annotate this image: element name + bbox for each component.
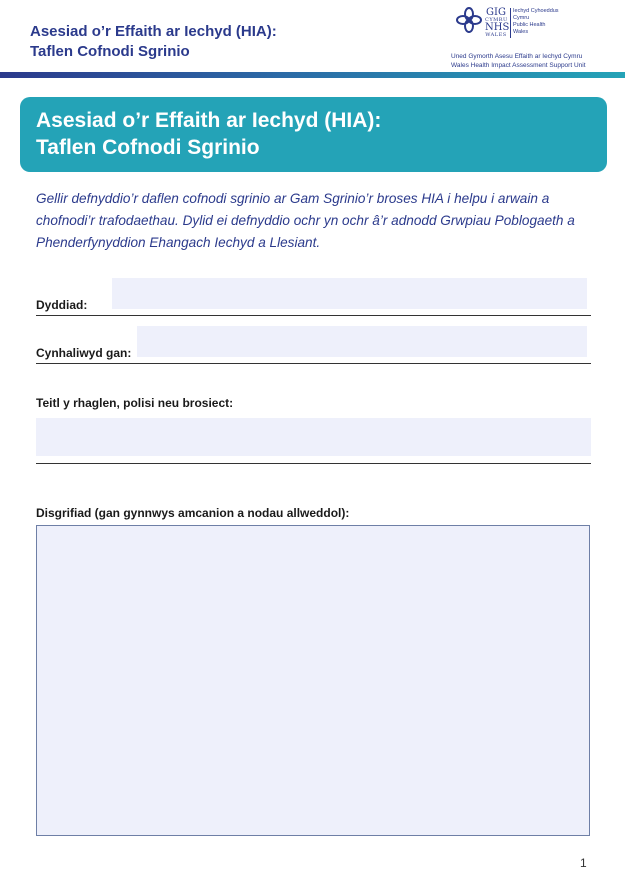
logo-nhs: NHS — [485, 22, 510, 33]
description-field[interactable] — [36, 525, 590, 836]
support-unit-name — [451, 52, 621, 70]
title-banner — [20, 97, 607, 172]
logo-org-line2: Cymru — [513, 15, 530, 21]
title-label: Teitl y rhaglen, polisi neu brosiect: — [36, 396, 234, 410]
held-by-field[interactable] — [137, 326, 587, 357]
banner-line2: Taflen Cofnodi Sgrinio — [36, 136, 260, 159]
intro-text: Gellir defnyddio’r daflen cofnodi sgrinio ar Gam Sgrinio’r broses HIA i helpu i arwain a chofnodi’r trafodaethau. Dylid ei defnyddio ochr yn ochr â’r adnodd Grwpiau Poblogaeth a Phenderfynyddion Ehangach Iechyd a Llesiant. — [36, 191, 575, 250]
header-title — [30, 22, 360, 62]
date-label: Dyddiad: — [36, 298, 88, 312]
support-unit-line1: Uned Gymorth Asesu Effaith ar Iechyd Cymru — [451, 53, 583, 60]
logo-separator — [510, 8, 511, 38]
held-by-underline — [36, 363, 591, 364]
logo-wales: WALES — [485, 32, 507, 38]
logo-cymru: CYMRU — [485, 17, 508, 23]
logo-gig: GIG — [486, 7, 506, 18]
date-underline — [36, 315, 591, 316]
logo-org-line4: Wales — [513, 29, 529, 35]
logo-org-line1: Iechyd Cyhoeddus — [513, 8, 559, 14]
description-label: Disgrifiad (gan gynnwys amcanion a nodau allweddol): — [36, 506, 350, 520]
date-field[interactable] — [112, 278, 587, 309]
banner-line1: Asesiad o’r Effaith ar Iechyd (HIA): — [36, 109, 382, 132]
header-title-line1: Asesiad o’r Effaith ar Iechyd (HIA): — [30, 23, 277, 40]
header-gradient-bar — [0, 72, 625, 78]
support-unit-line2: Wales Health Impact Assessment Support Unit — [451, 62, 586, 69]
logo-org-text — [513, 8, 559, 36]
title-field[interactable] — [36, 418, 591, 456]
nhs-wales-knot-icon — [455, 6, 483, 34]
title-underline — [36, 463, 591, 464]
logo-gig-nhs — [485, 7, 510, 38]
held-by-label: Cynhaliwyd gan: — [36, 346, 132, 360]
logo-org-line3: Public Health — [513, 22, 546, 28]
header-title-line2: Taflen Cofnodi Sgrinio — [30, 43, 190, 60]
nhs-wales-logo — [455, 6, 605, 46]
page-number: 1 — [580, 856, 587, 870]
